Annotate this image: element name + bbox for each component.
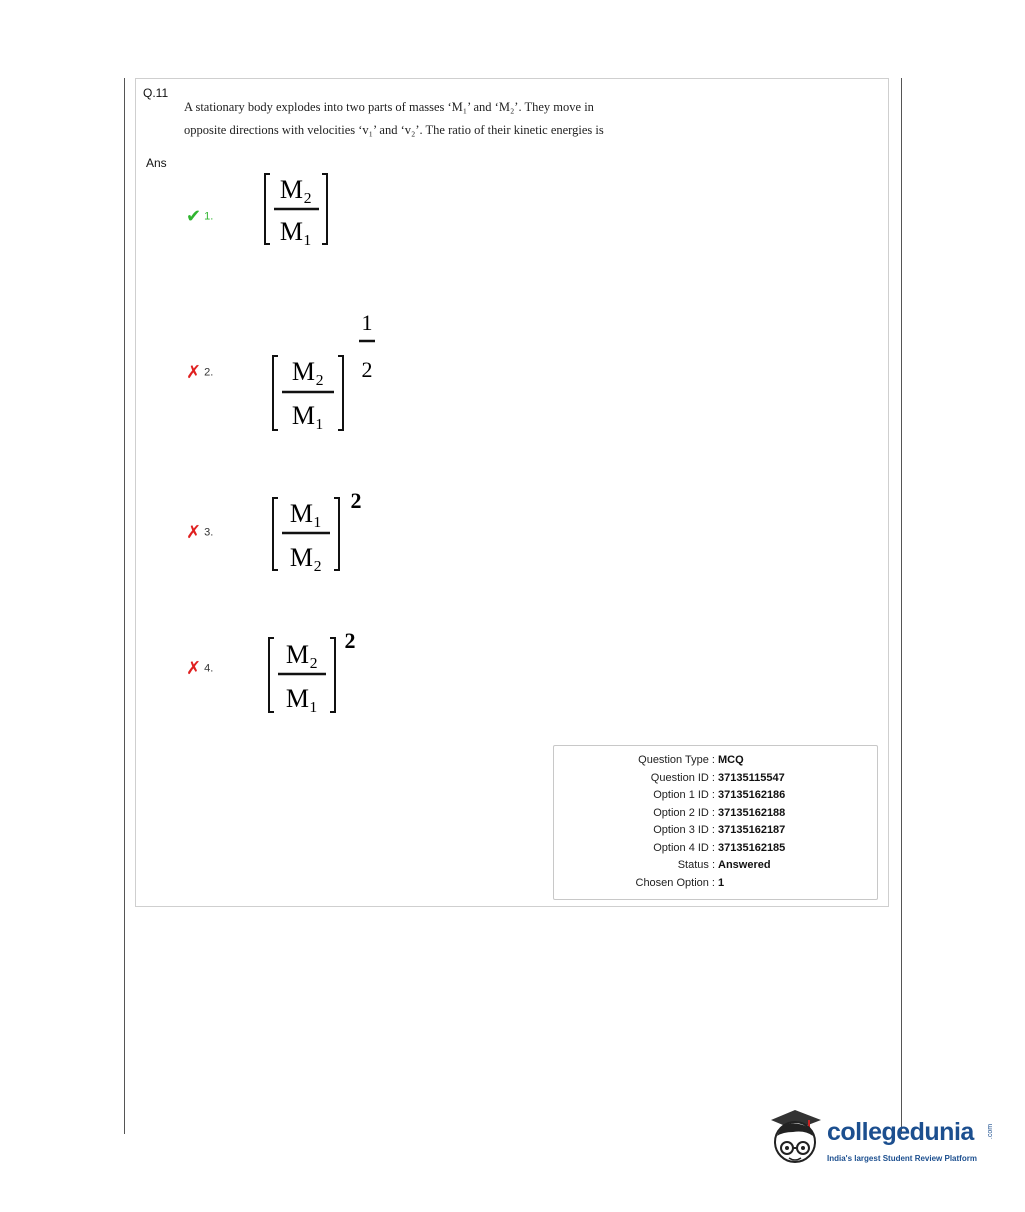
info-row-option4-id: Option 4 ID : 37135162185 [653, 841, 786, 854]
option-1-number: 1. [204, 210, 214, 223]
option-3-denominator: M₂ [289, 543, 323, 572]
option-4-marker [186, 658, 213, 679]
info-row-status: Status : Answered [677, 859, 771, 871]
option-2-number: 2. [204, 366, 214, 379]
option-2-marker [186, 362, 213, 383]
option-2-formula-svg [270, 306, 390, 436]
answer-label: Ans [146, 156, 167, 170]
question-text-line-2: opposite directions with velocities ‘v₁’ and ‘v₂’. The ratio of their kinetic energies is [184, 123, 604, 137]
brand-tagline: India's largest Student Review Platform [827, 1154, 977, 1163]
info-row-chosen-option: Chosen Option : 1 [635, 876, 725, 889]
status-value: Answered [718, 859, 771, 871]
info-row-option3-id: Option 3 ID : 37135162187 [653, 824, 786, 836]
cross-icon: ✗ [186, 522, 202, 542]
question-number: Q.11 [143, 86, 169, 100]
question-text [184, 96, 704, 142]
option-4-formula-svg [266, 624, 376, 718]
option-2-exponent-denominator: 2 [361, 357, 373, 382]
info-row-question-type: Question Type : MCQ [638, 754, 744, 766]
cross-icon: ✗ [186, 362, 202, 382]
question-id-value: 37135115547 [718, 771, 785, 784]
option-1-formula [262, 170, 342, 255]
option-3-marker [186, 522, 213, 543]
option-2-numerator: M₂ [291, 357, 325, 386]
option-4-number: 4. [204, 662, 214, 675]
option-3-exponent: 2 [350, 488, 362, 513]
option-1-numerator: M₂ [279, 175, 313, 204]
brand-name: collegedunia [827, 1118, 974, 1146]
option1-id-value: 37135162186 [718, 789, 786, 801]
brand-suffix: .com [987, 1123, 995, 1140]
cross-icon: ✗ [186, 658, 202, 678]
option-2-denominator: M₁ [291, 401, 325, 430]
info-row-question-id: Question ID : 37135115547 [650, 771, 785, 784]
page-left-border [124, 78, 125, 1134]
option-1-formula-svg [262, 170, 342, 250]
option-2-exponent-numerator: 1 [361, 310, 373, 335]
page-right-border [901, 78, 902, 1134]
chosen-option-value: 1 [718, 876, 725, 889]
option-1-denominator: M₁ [279, 217, 313, 246]
question-text-line-1: A stationary body explodes into two parts of masses ‘M₁’ and ‘M₂’. They move in [184, 100, 594, 114]
info-row-option1-id: Option 1 ID : 37135162186 [653, 789, 786, 801]
option-4-formula [266, 624, 376, 723]
option-4-numerator: M₂ [285, 640, 319, 669]
info-row-option2-id: Option 2 ID : 37135162188 [653, 806, 786, 819]
option-3-formula [270, 486, 380, 581]
option2-id-value: 37135162188 [718, 806, 786, 819]
option-3-numerator: M₁ [289, 499, 323, 528]
option4-id-value: 37135162185 [718, 841, 786, 854]
option-4-exponent: 2 [344, 628, 356, 653]
question-type-value: MCQ [718, 754, 744, 766]
question-info-box [553, 745, 878, 900]
collegedunia-logo[interactable] [765, 1106, 995, 1174]
option-4-denominator: M₁ [285, 684, 319, 713]
check-icon: ✔ [186, 206, 202, 226]
option-3-number: 3. [204, 526, 214, 539]
mascot-icon [765, 1106, 825, 1172]
option3-id-value: 37135162187 [718, 824, 786, 836]
option-3-formula-svg [270, 486, 380, 576]
option-2-formula [270, 306, 390, 441]
option-1-marker [186, 206, 213, 227]
